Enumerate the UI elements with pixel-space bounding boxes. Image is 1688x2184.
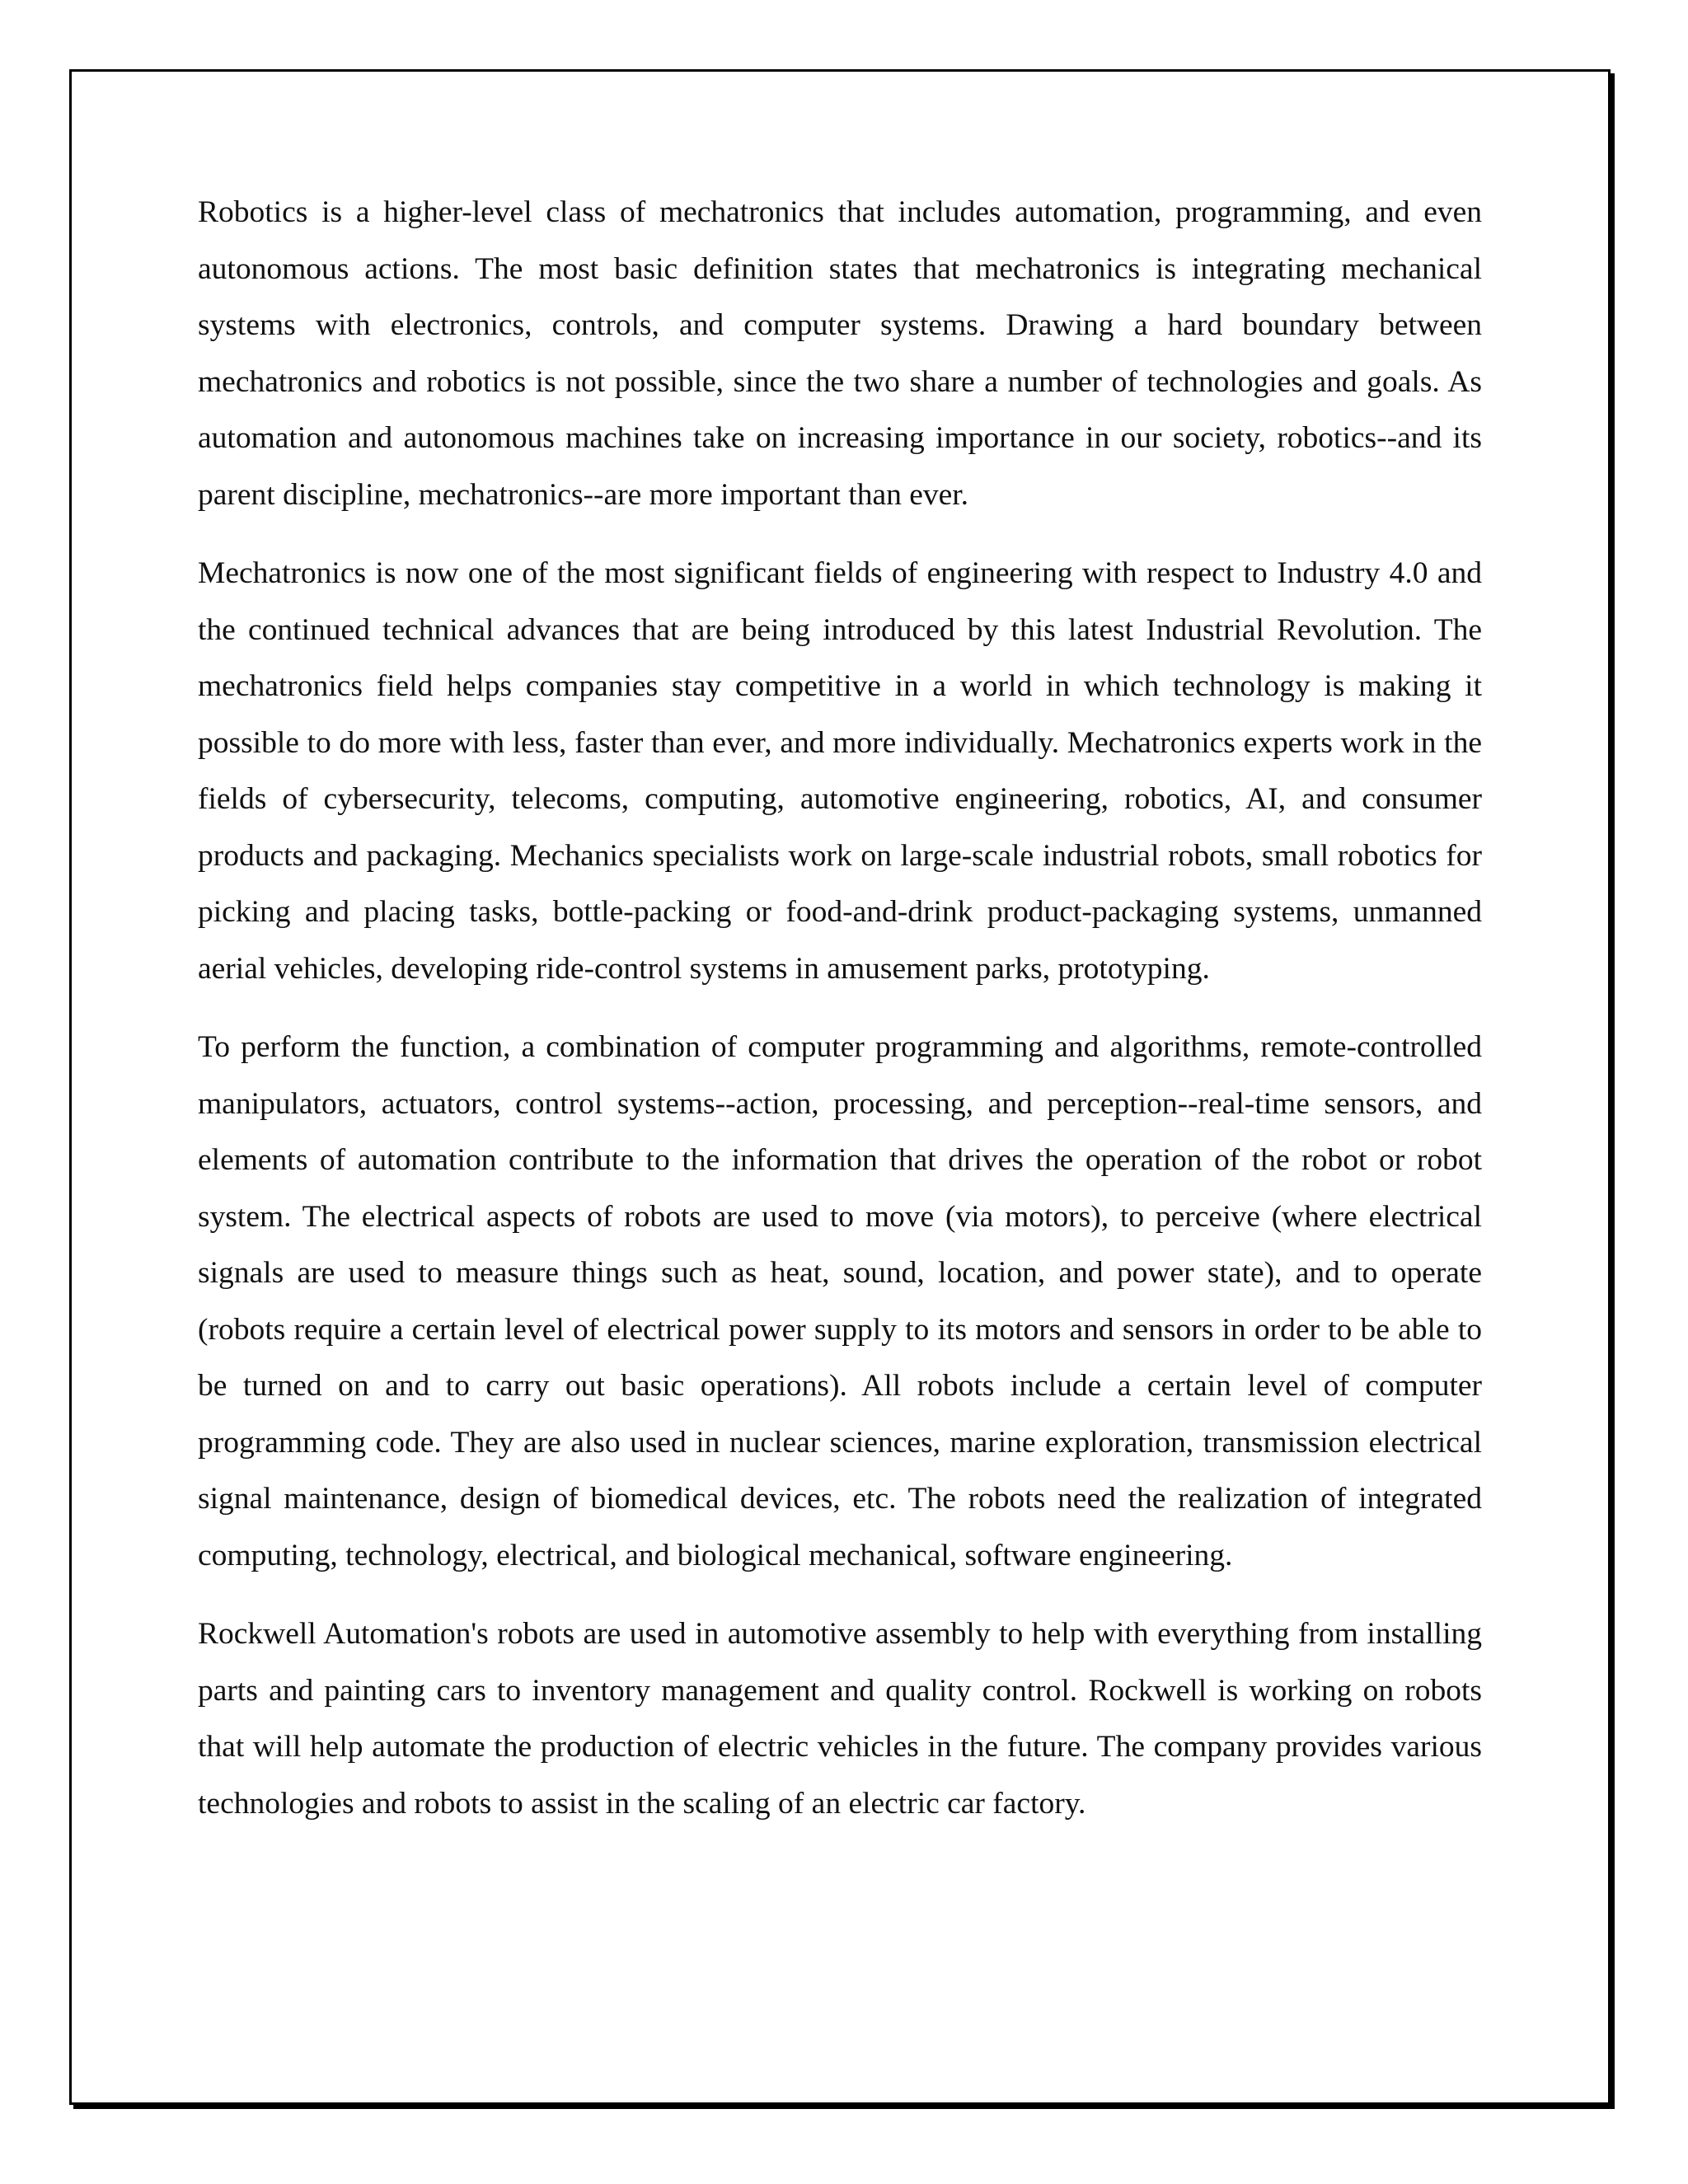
paragraph-robotics-definition: Robotics is a higher-level class of mechatronics that includes automation, programming, and even autonomous actions. The most basic definition states that mechatronics is integrating mechanical systems with electronics, controls, and computer systems. Drawing a hard boundary between mechatronics and robotics is not possible, since the two share a number of technologies and goals. As automation and autonomous machines take on increasing importance in our society, robotics--and its parent discipline, mechatronics--are more important than ever.: [198, 195, 1482, 512]
document-body: [198, 185, 1482, 1854]
paragraph-rockwell-automation: Rockwell Automation's robots are used in automotive assembly to help with everything from installing parts and painting cars to inventory management and quality control. Rockwell is working on robots that will help automate the production of electric vehicles in the future. The company provides various technologies and robots to assist in the scaling of an electric car factory.: [198, 1617, 1482, 1821]
paragraph-robot-function: To perform the function, a combination of computer programming and algorithms, remote-controlled manipulators, actuators, control systems--action, processing, and perception--real-time sensors, and elements of automation contribute to the information that drives the operation of the robot or robot system. The electrical aspects of robots are used to move (via motors), to perceive (where electrical signals are used to measure things such as heat, sound, location, and power state), and to operate (robots require a certain level of electrical power supply to its motors and sensors in order to be able to be turned on and to carry out basic operations). All robots include a certain level of computer programming code. They are also used in nuclear sciences, marine exploration, transmission electrical signal maintenance, design of biomedical devices, etc. The robots need the realization of integrated computing, technology, electrical, and biological mechanical, software engineering.: [198, 1030, 1482, 1572]
paragraph-mechatronics-industry: Mechatronics is now one of the most significant fields of engineering with respect to Industry 4.0 and the continued technical advances that are being introduced by this latest Industrial Revolution. The mechatronics field helps companies stay competitive in a world in which technology is making it possible to do more with less, faster than ever, and more individually. Mechatronics experts work in the fields of cybersecurity, telecoms, computing, automotive engineering, robotics, AI, and consumer products and packaging. Mechanics specialists work on large-scale industrial robots, small robotics for picking and placing tasks, bottle-packing or food-and-drink product-packaging systems, unmanned aerial vehicles, developing ride-control systems in amusement parks, prototyping.: [198, 556, 1482, 986]
